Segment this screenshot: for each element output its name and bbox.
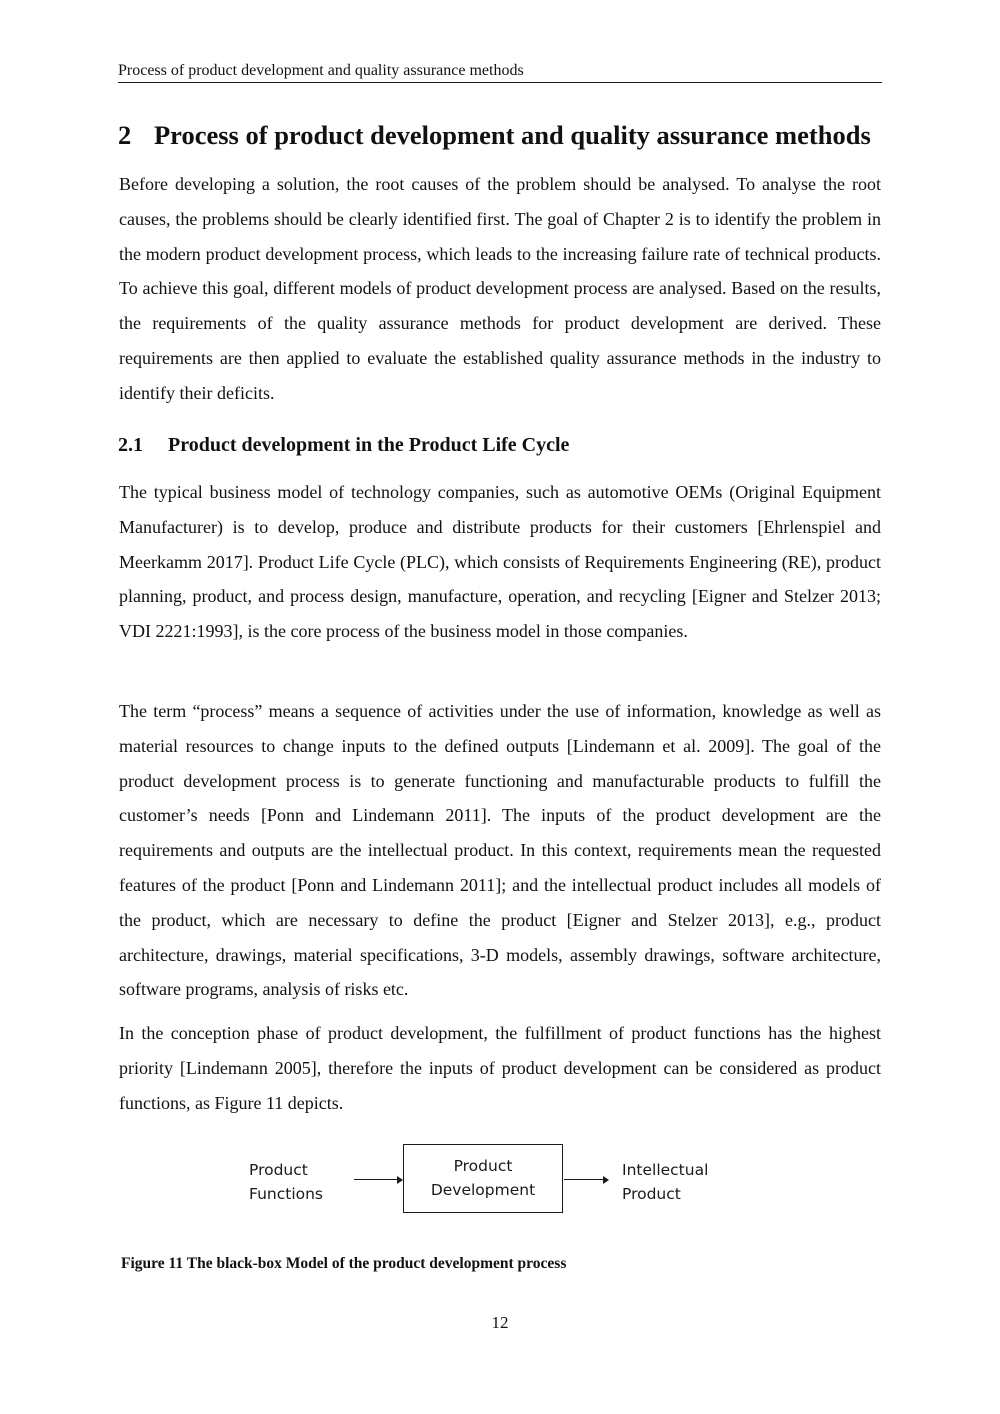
figure-caption: Figure 11 The black-box Model of the product development process: [121, 1255, 567, 1272]
page-number: 12: [491, 1313, 509, 1332]
chapter-number: 2: [118, 120, 132, 150]
section-number: 2.1: [118, 434, 143, 456]
diagram-input-label: [249, 1158, 323, 1206]
chapter-title: Process of product development and quality assurance methods: [154, 120, 871, 150]
box-label-line1: Product: [453, 1157, 513, 1175]
section-heading: [118, 430, 569, 460]
output-arrow-icon: [564, 1179, 608, 1180]
paragraph-conception: In the conception phase of product development, the fulfillment of product functions has the highest priority [Lindemann 2005], therefore the inputs of product development can be considered as product functions, as Figure 11 depicts.: [119, 1023, 881, 1113]
paragraph-intro: Before developing a solution, the root causes of the problem should be analysed. To analyse the root causes, the problems should be clearly identified first. The goal of Chapter 2 is to identify the problem in the modern product development process, which leads to the increasing failure rate of technical products. To achieve this goal, different models of product development process are analysed. Based on the results, the requirements of the quality assurance methods for product development are derived. These requirements are then applied to evaluate the established quality assurance methods in the industry to identify their deficits.: [119, 174, 881, 403]
output-label-line1: Intellectual: [622, 1161, 709, 1179]
product-development-box: [403, 1144, 563, 1213]
input-arrow-icon: [354, 1179, 402, 1180]
black-box-diagram: [230, 1135, 730, 1225]
section-title: Product development in the Product Life Cycle: [168, 434, 570, 456]
chapter-heading: [118, 118, 888, 152]
box-label-line2: Development: [430, 1181, 536, 1199]
input-label-line1: Product: [249, 1161, 308, 1179]
paragraph-process: The term “process” means a sequence of activities under the use of information, knowledge as well as material resources to change inputs to the defined outputs [Lindemann et al. 2009]. The goal of the product development process is to generate functioning and manufacturable products to fulfill the customer’s needs [Ponn and Lindemann 2011]. The inputs of the product development are the requirements and outputs are the intellectual product. In this context, requirements mean the requested features of the product [Ponn and Lindemann 2011]; and the intellectual product includes all models of the product, which are necessary to define the product [Eigner and Stelzer 2013], e.g., product architecture, drawings, material specifications, 3-D models, assembly drawings, software architecture, software programs, analysis of risks etc.: [119, 701, 881, 1000]
diagram-output-label: [622, 1158, 708, 1206]
running-header: Process of product development and quality assurance methods: [118, 60, 882, 83]
paragraph-plc: The typical business model of technology companies, such as automotive OEMs (Original Equipment Manufacturer) is to develop, produce and distribute products for their customers [Ehrlenspiel and Meerkamm 2017]. Product Life Cycle (PLC), which consists of Requirements Engineering (RE), product planning, product, and process design, manufacture, operation, and recycling [Eigner and Stelzer 2013; VDI 2221:1993], is the core process of the business model in those companies.: [119, 482, 881, 642]
input-label-line2: Functions: [249, 1185, 324, 1203]
output-label-line2: Product: [622, 1185, 681, 1203]
